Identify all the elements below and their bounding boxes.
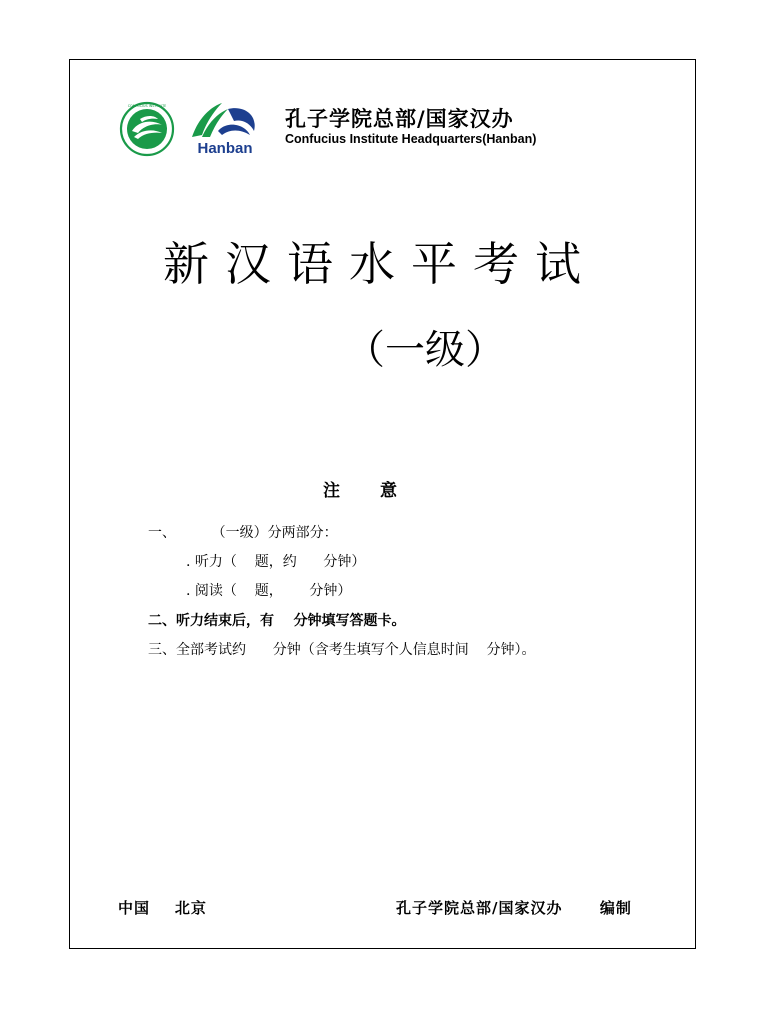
notice-heading: 注意 [323,481,437,501]
notice-item-1b: . 阅读（ 题， 分钟） [186,583,352,599]
org-name-cn: 孔子学院总部/国家汉办 [285,107,514,131]
exam-title: 新汉语水平考试 [163,237,597,291]
notice-item-1a: . 听力（ 题，约 分钟） [186,554,366,570]
confucius-institute-logo [118,101,176,157]
footer-publisher: 孔子学院总部/国家汉办 编制 [396,899,632,917]
hanban-logo-text: Hanban [197,140,253,157]
notice-item-1: 一、 （一级）分两部分： [148,525,338,541]
notice-item-2: 二、听力结束后，有 分钟填写答题卡。 [148,613,406,629]
org-name-en: Confucius Institute Headquarters(Hanban) [285,132,537,146]
notice-item-3: 三、全部考试约 分钟（含考生填写个人信息时间 分钟）。 [148,642,536,658]
footer-location: 中国 北京 [118,899,207,917]
exam-level: （一级） [345,327,505,373]
ci-logo-text: CONFUCIUS INSTITUTE [127,104,167,108]
page-border [69,59,696,949]
hanban-logo [188,101,262,157]
